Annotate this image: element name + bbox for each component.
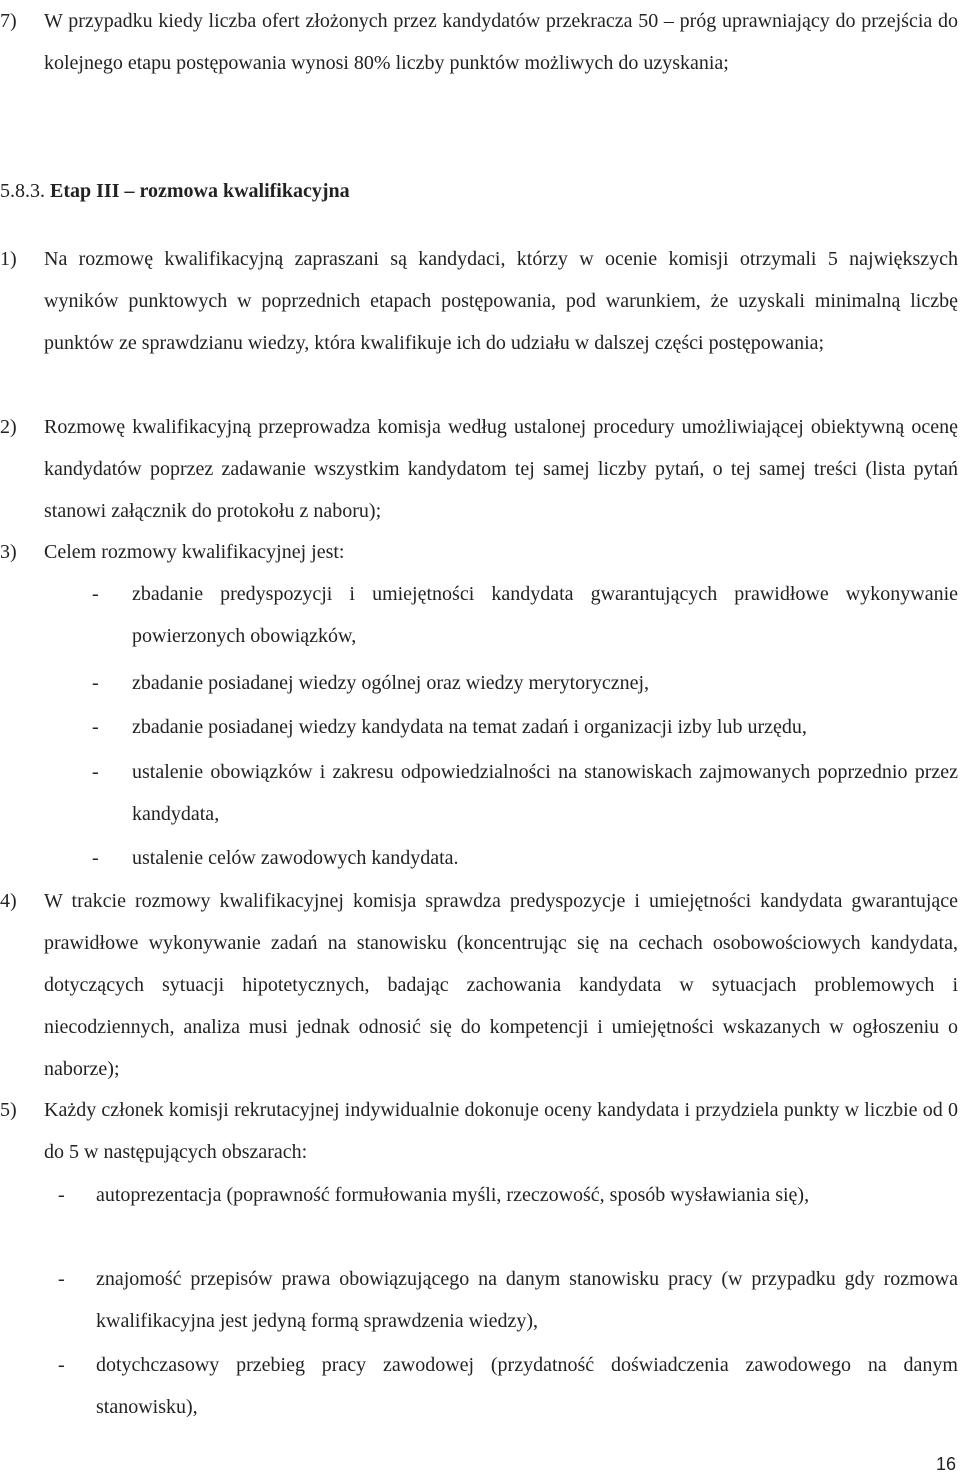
section-title: Etap III – rozmowa kwalifikacyjna: [50, 180, 350, 202]
area-text: znajomość przepisów prawa obowiązującego na danym stanowisku pracy (w przypadku gdy rozmowa kwalifikacyjna jest jedyną formą sprawdzenia wiedzy),: [96, 1268, 958, 1332]
list-item-4: [0, 880, 958, 1090]
dash-bullet: -: [92, 583, 99, 605]
goal-item: [0, 706, 958, 748]
goal-text: ustalenie obowiązków i zakresu odpowiedzialności na stanowiskach zajmowanych poprzednio przez kandydata,: [132, 761, 958, 825]
goal-text: zbadanie predyspozycji i umiejętności kandydata gwarantujących prawidłowe wykonywanie powierzonych obowiązków,: [132, 583, 958, 647]
list-item-number: 4): [0, 890, 17, 912]
list-item-2: [0, 406, 958, 532]
list-item-5: [0, 1089, 958, 1173]
section-heading: [0, 170, 350, 212]
list-item-text: Na rozmowę kwalifikacyjną zapraszani są kandydaci, którzy w ocenie komisji otrzymali 5 największych wyników punktowych w poprzednich etapach postępowania, pod warunkiem, że uzyskali minimalną liczbę punktów ze sprawdzianu wiedzy, która kwalifikuje ich do udziału w dalszej części postępowania;: [44, 248, 958, 354]
area-text: autoprezentacja (poprawność formułowania myśli, rzeczowość, sposób wysławiania się),: [96, 1184, 810, 1206]
area-item: [0, 1258, 958, 1342]
area-item: [0, 1174, 958, 1216]
goal-item: [0, 837, 958, 879]
goal-text: zbadanie posiadanej wiedzy ogólnej oraz wiedzy merytorycznej,: [132, 672, 650, 694]
section-number: 5.8.3.: [0, 180, 45, 202]
dash-bullet: -: [92, 761, 99, 783]
list-item-number: 7): [0, 10, 17, 32]
dash-bullet: -: [92, 672, 99, 694]
goal-item: [0, 573, 958, 657]
list-item-text: W trakcie rozmowy kwalifikacyjnej komisja sprawdza predyspozycje i umiejętności kandydata gwarantujące prawidłowe wykonywanie zadań na stanowisku (koncentrując się na cechach osobowościowych kandydata, dotyczących sytuacji hipotetycznych, badając zachowania kandydata w sytuacjach problemowych i niecodziennych, analiza musi jednak odnosić się do kompetencji i umiejętności wskazanych w ogłoszeniu o naborze);: [44, 890, 958, 1080]
dash-bullet: -: [58, 1268, 65, 1290]
area-item: [0, 1344, 958, 1428]
goal-text: zbadanie posiadanej wiedzy kandydata na temat zadań i organizacji izby lub urzędu,: [132, 716, 807, 738]
dash-bullet: -: [92, 847, 99, 869]
page-number: 16: [935, 1454, 956, 1474]
list-item-text: Każdy członek komisji rekrutacyjnej indywidualnie dokonuje oceny kandydata i przydziela punkty w liczbie od 0 do 5 w następujących obszarach:: [44, 1099, 958, 1163]
goal-item: [0, 751, 958, 835]
list-item-number: 1): [0, 248, 17, 270]
dash-bullet: -: [58, 1184, 65, 1206]
goal-item: [0, 662, 958, 704]
list-item-number: 5): [0, 1099, 17, 1121]
list-item-text: W przypadku kiedy liczba ofert złożonych przez kandydatów przekracza 50 – próg uprawniający do przejścia do kolejnego etapu postępowania wynosi 80% liczby punktów możliwych do uzyskania;: [44, 10, 958, 74]
list-item-text: Rozmowę kwalifikacyjną przeprowadza komisja według ustalonej procedury umożliwiającej obiektywną ocenę kandydatów poprzez zadawanie wszystkim kandydatom tej samej liczby pytań, o tej samej treści (lista pytań stanowi załącznik do protokołu z naboru);: [44, 416, 958, 522]
list-item-text: Celem rozmowy kwalifikacyjnej jest:: [44, 541, 345, 563]
list-item-number: 3): [0, 541, 17, 563]
list-item-7: [0, 0, 958, 84]
area-text: dotychczasowy przebieg pracy zawodowej (przydatność doświadczenia zawodowego na danym stanowisku),: [96, 1354, 958, 1418]
dash-bullet: -: [92, 716, 99, 738]
list-item-3: [0, 531, 958, 573]
list-item-1: [0, 238, 958, 364]
list-item-number: 2): [0, 416, 17, 438]
dash-bullet: -: [58, 1354, 65, 1376]
goal-text: ustalenie celów zawodowych kandydata.: [132, 847, 459, 869]
